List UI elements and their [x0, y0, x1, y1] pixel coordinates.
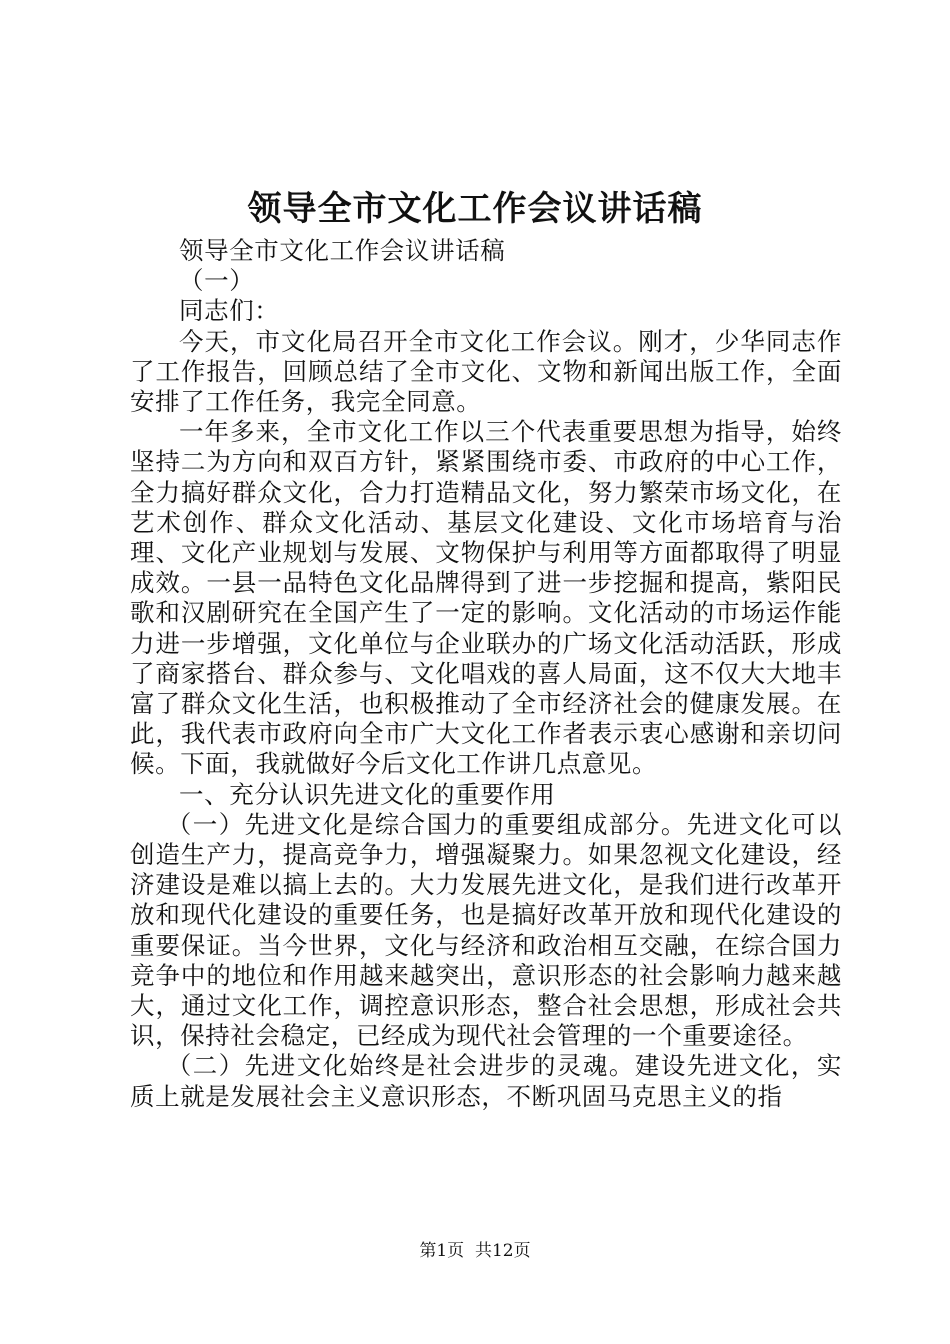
page-number-label: 第1页 共12页: [419, 1241, 531, 1261]
body-paragraph: （二）先进文化始终是社会进步的灵魂。建设先进文化，实质上就是发展社会主义意识形态，不断巩固马克思主义的指: [130, 1051, 842, 1111]
document-body: [130, 236, 842, 1112]
salutation: 同志们：: [179, 296, 280, 326]
body-paragraph: 今天，市文化局召开全市文化工作会议。刚才，少华同志作了工作报告，回顾总结了全市文化、文物和新闻出版工作，全面安排了工作任务，我完全同意。: [130, 326, 842, 417]
body-paragraph: （一）先进文化是综合国力的重要组成部分。先进文化可以创造生产力，提高竞争力，增强凝聚力。如果忽视文化建设，经济建设是难以搞上去的。大力发展先进文化，是我们进行改革开放和现代化建设的重要任务，也是搞好改革开放和现代化建设的重要保证。当今世界，文化与经济和政治相互交融，在综合国力竞争中的地位和作用越来越突出，意识形态的社会影响力越来越大，通过文化工作，调控意识形态，整合社会思想，形成社会共识，保持社会稳定，已经成为现代社会管理的一个重要途径。: [130, 809, 842, 1051]
subtitle-paragraph: 领导全市文化工作会议讲话稿: [179, 236, 506, 265]
section-heading: 一、充分认识先进文化的重要作用: [179, 779, 556, 809]
document-title: 领导全市文化工作会议讲话稿: [247, 189, 703, 229]
page-footer: [0, 1240, 950, 1262]
section-number: （一）: [179, 266, 255, 296]
body-paragraph: 一年多来，全市文化工作以三个代表重要思想为指导，始终坚持二为方向和双百方针，紧紧围绕市委、市政府的中心工作，全力搞好群众文化，合力打造精品文化，努力繁荣市场文化，在艺术创作、群众文化活动、基层文化建设、文化市场培育与治理、文化产业规划与发展、文物保护与利用等方面都取得了明显成效。一县一品特色文化品牌得到了进一步挖掘和提高，紫阳民歌和汉剧研究在全国产生了一定的影响。文化活动的市场运作能力进一步增强，文化单位与企业联办的广场文化活动活跃，形成了商家搭台、群众参与、文化唱戏的喜人局面，这不仅大大地丰富了群众文化生活，也积极推动了全市经济社会的健康发展。在此，我代表市政府向全市广大文化工作者表示衷心感谢和亲切问候。下面，我就做好今后文化工作讲几点意见。: [130, 417, 842, 779]
